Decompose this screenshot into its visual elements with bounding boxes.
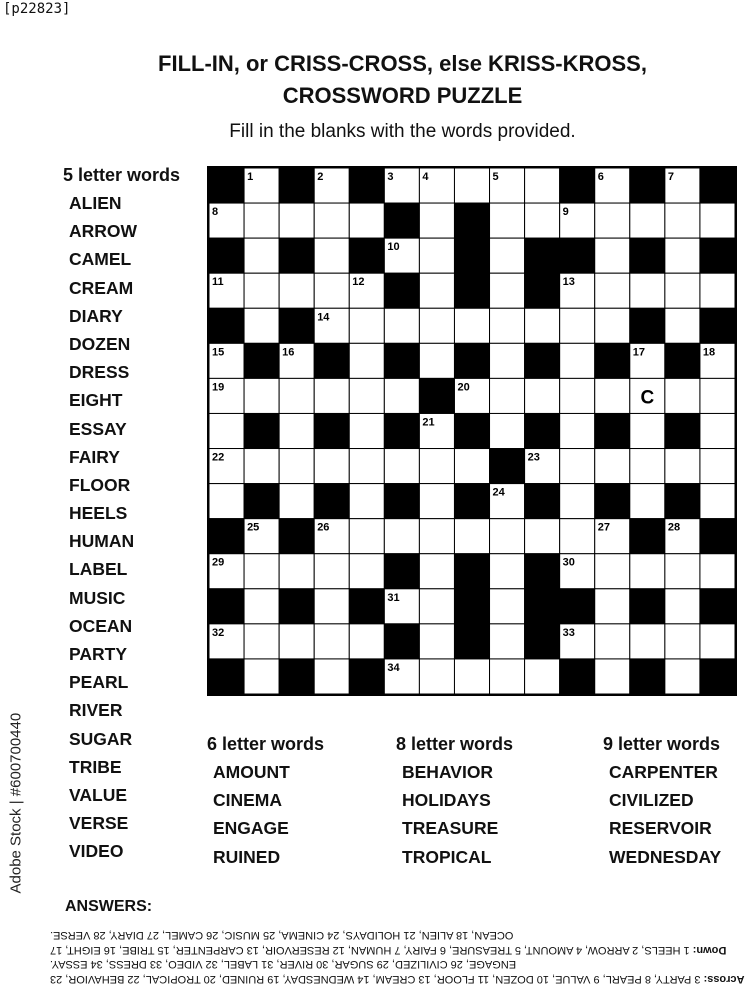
grid-cell-white[interactable] [314, 238, 349, 273]
grid-cell-white[interactable] [244, 624, 279, 659]
grid-cell-white[interactable] [279, 554, 314, 589]
grid-cell-white[interactable] [560, 413, 595, 448]
title-line-1: FILL-IN, or CRISS-CROSS, else KRISS-KROSS, [158, 51, 647, 76]
grid-cell-white[interactable] [665, 378, 700, 413]
grid-cell-black [630, 659, 665, 694]
grid-cell-white[interactable] [665, 308, 700, 343]
grid-cell-black [349, 589, 384, 624]
clue-number: 12 [352, 276, 365, 289]
grid-cell-white[interactable] [560, 484, 595, 519]
grid-cell-white[interactable] [595, 589, 630, 624]
grid-cell-white[interactable] [419, 484, 454, 519]
clue-number: 1 [247, 171, 254, 183]
grid-cell-black [595, 484, 630, 519]
clue-number: 22 [212, 451, 225, 464]
grid-cell-white[interactable] [560, 519, 595, 554]
grid-cell-white[interactable] [665, 589, 700, 624]
word-item: BEHAVIOR [402, 762, 494, 782]
grid-cell-black [279, 589, 314, 624]
grid-cell-white[interactable] [349, 343, 384, 378]
grid-cell-black [314, 413, 349, 448]
grid-cell-white[interactable] [244, 589, 279, 624]
clue-number: 18 [702, 346, 716, 359]
grid-cell-black [560, 659, 595, 694]
grid-cell-black [209, 519, 244, 554]
stock-watermark-text: Adobe Stock | #600700440 [7, 712, 25, 894]
clue-number: 20 [457, 381, 470, 394]
grid-cell-white[interactable] [314, 624, 349, 659]
grid-cell-white[interactable] [314, 554, 349, 589]
word-item: ALIEN [69, 193, 122, 213]
grid-cell-white[interactable] [244, 659, 279, 694]
stock-id: [p22823] [3, 1, 71, 17]
word-item: TROPICAL [402, 846, 492, 867]
clue-number: 15 [212, 346, 225, 359]
six-letter-word-list [207, 730, 324, 871]
grid-cell-black [454, 273, 489, 308]
grid-cell-white[interactable] [595, 554, 630, 589]
word-item: MUSIC [69, 587, 126, 608]
grid-cell-black [525, 238, 560, 273]
grid-cell-white[interactable] [700, 484, 735, 519]
clue-number: 26 [317, 521, 330, 534]
word-item: LABEL [69, 559, 128, 580]
grid-cell-black [209, 659, 244, 694]
clue-number: 3 [387, 171, 394, 183]
grid-cell-white[interactable] [700, 624, 735, 659]
grid-cell-black [454, 484, 489, 519]
grid-cell-white[interactable] [700, 413, 735, 448]
grid-cell-white[interactable] [665, 449, 700, 484]
grid-cell-white[interactable] [525, 659, 560, 694]
grid-cell-white[interactable] [700, 449, 735, 484]
clue-number: 19 [212, 381, 225, 394]
word-item: RESERVOIR [609, 818, 712, 839]
grid-cell-white[interactable] [349, 413, 384, 448]
crossword-grid[interactable] [207, 166, 737, 696]
grid-cell-black [279, 519, 314, 554]
clue-number: 23 [527, 451, 540, 464]
grid-cell-black [630, 519, 665, 554]
grid-cell-white[interactable] [349, 378, 384, 413]
grid-cell-black [630, 589, 665, 624]
grid-cell-white[interactable] [419, 449, 454, 484]
word-item: TREASURE [402, 818, 499, 839]
crossword-grid-svg[interactable] [209, 168, 735, 694]
grid-cell-white[interactable] [279, 378, 314, 413]
grid-cell-black [700, 519, 735, 554]
grid-cell-black [700, 589, 735, 624]
stock-watermark-vertical [6, 712, 25, 905]
grid-cell-white[interactable] [349, 624, 384, 659]
word-item: HOLIDAYS [402, 790, 491, 811]
clue-number: 31 [387, 591, 400, 604]
answers-across [50, 957, 750, 986]
word-item: VIDEO [69, 841, 124, 862]
answers-label: ANSWERS: [65, 898, 153, 915]
grid-cell-black [349, 238, 384, 273]
grid-cell-black [525, 589, 560, 624]
list-header: 9 letter words [603, 734, 721, 754]
clue-number: 2 [317, 171, 324, 183]
grid-cell-white[interactable] [244, 273, 279, 308]
grid-cell-black [279, 659, 314, 694]
grid-cell-white[interactable] [279, 203, 314, 238]
word-item: DRESS [69, 362, 130, 383]
word-item: CARPENTER [609, 762, 718, 782]
word-item: CINEMA [213, 790, 283, 811]
grid-cell-white[interactable] [349, 308, 384, 343]
grid-cell-black [244, 343, 279, 378]
list-header: 6 letter words [207, 734, 325, 754]
grid-cell-white[interactable] [349, 554, 384, 589]
grid-cell-white[interactable] [419, 659, 454, 694]
grid-cell-black [279, 238, 314, 273]
grid-cell-white[interactable] [700, 378, 735, 413]
word-item: CIVILIZED [609, 790, 694, 811]
grid-cell-white[interactable] [525, 308, 560, 343]
grid-cell-black [630, 168, 665, 203]
grid-cell-black [454, 589, 489, 624]
grid-cell-white[interactable] [630, 449, 665, 484]
grid-cell-black [454, 624, 489, 659]
grid-cell-white[interactable] [314, 273, 349, 308]
grid-cell-white[interactable] [490, 624, 525, 659]
grid-cell-white[interactable] [279, 624, 314, 659]
grid-cell-white[interactable] [419, 589, 454, 624]
grid-cell-black [525, 554, 560, 589]
clue-number: 17 [632, 346, 646, 359]
eight-letter-word-list [396, 730, 513, 871]
grid-cell-white[interactable] [560, 449, 595, 484]
grid-cell-white[interactable] [525, 203, 560, 238]
word-item: CREAM [69, 277, 134, 298]
grid-cell-black [560, 238, 595, 273]
grid-cell-black [665, 484, 700, 519]
subtitle: Fill in the blanks with the words provided. [229, 121, 576, 142]
clue-number: 13 [562, 276, 575, 289]
grid-cell-black [349, 168, 384, 203]
grid-cell-white[interactable] [595, 308, 630, 343]
grid-cell-black [525, 273, 560, 308]
grid-cell-white[interactable] [595, 203, 630, 238]
clue-number: 33 [562, 626, 575, 639]
grid-cell-white[interactable] [665, 203, 700, 238]
grid-cell-black [700, 168, 735, 203]
word-item: DIARY [69, 305, 123, 326]
grid-cell-white[interactable] [525, 378, 560, 413]
grid-cell-white[interactable] [454, 659, 489, 694]
grid-cell-black [700, 659, 735, 694]
grid-cell-black [314, 343, 349, 378]
grid-cell-black [595, 413, 630, 448]
grid-cell-black [384, 343, 419, 378]
grid-cell-white[interactable] [384, 449, 419, 484]
grid-cell-black [525, 413, 560, 448]
grid-cell-black [314, 484, 349, 519]
word-item: VERSE [69, 813, 129, 834]
clue-number: 5 [492, 171, 499, 183]
grid-cell-black [665, 343, 700, 378]
grid-cell-white[interactable] [314, 449, 349, 484]
grid-cell-white[interactable] [244, 449, 279, 484]
grid-cell-black [244, 484, 279, 519]
word-item: ENGAGE [213, 818, 289, 839]
grid-cell-white[interactable] [665, 238, 700, 273]
grid-cell-white[interactable] [630, 413, 665, 448]
grid-cell-white[interactable] [665, 659, 700, 694]
grid-cell-white[interactable] [595, 624, 630, 659]
grid-cell-white[interactable] [665, 273, 700, 308]
clue-number: 24 [492, 486, 505, 499]
grid-cell-white[interactable] [490, 413, 525, 448]
grid-cell-black [209, 589, 244, 624]
five-letter-word-list [63, 161, 180, 866]
grid-cell-black [454, 343, 489, 378]
grid-cell-black [630, 308, 665, 343]
grid-cell-black [630, 238, 665, 273]
grid-cell-white[interactable] [314, 378, 349, 413]
grid-cell-white[interactable] [454, 519, 489, 554]
grid-cell-black [525, 624, 560, 659]
clue-number: 14 [317, 311, 330, 324]
grid-cell-white[interactable] [490, 378, 525, 413]
answers-down-text: 1 HEELS, 2 ARROW, 4 AMOUNT, 5 TREASURE, 6 FAIRY, 7 HUMAN, 12 RESERVOIR, 13 CARPENTER, 15 TRIBE, 16 EIGHT, 17 OCEAN, 18 ALIEN, 21 HOLIDAYS, 24 CINEMA, 25 MUSIC, 26 CAMEL, 27 DIARY, 28 VERSE. [50, 929, 690, 956]
word-item: HUMAN [69, 531, 135, 552]
grid-cell-white[interactable] [349, 519, 384, 554]
answers-across-text: 3 PARTY, 8 PEARL, 9 VALUE, 10 DOZEN, 11 FLOOR, 13 CREAM, 14 WEDNESDAY, 19 RUINED, 20 TROPICAL, 22 BEHAVIOR, 23 ENGAGE, 26 CIVILIZED, 29 SUGAR, 30 RIVER, 31 LABEL, 32 VIDEO, 33 DRESS, 34 ESSAY. [50, 958, 701, 985]
grid-cell-white[interactable] [490, 589, 525, 624]
grid-cell-white[interactable] [560, 378, 595, 413]
title-line-2: CROSSWORD PUZZLE [282, 83, 523, 108]
word-item: ESSAY [69, 418, 127, 439]
clue-number: 11 [212, 276, 224, 289]
grid-cell-white[interactable] [279, 273, 314, 308]
clue-number: 28 [667, 521, 681, 534]
grid-cell-white[interactable] [244, 554, 279, 589]
grid-cell-black [384, 554, 419, 589]
grid-cell-white[interactable] [490, 659, 525, 694]
grid-cell-white[interactable] [525, 168, 560, 203]
grid-cell-white[interactable] [454, 168, 489, 203]
word-item: PARTY [69, 644, 128, 664]
word-item: AMOUNT [213, 762, 290, 782]
clue-number: 4 [422, 171, 429, 183]
clue-number: 34 [387, 661, 400, 674]
word-item: PEARL [69, 672, 129, 693]
grid-cell-white[interactable] [419, 554, 454, 589]
grid-cell-black [700, 308, 735, 343]
grid-cell-white[interactable] [244, 308, 279, 343]
grid-cell-black [384, 624, 419, 659]
grid-cell-white[interactable] [490, 519, 525, 554]
list-header: 8 letter words [396, 734, 514, 754]
grid-cell-black [384, 484, 419, 519]
word-item: HEELS [69, 503, 128, 524]
nine-letter-word-list [603, 730, 721, 871]
grid-cell-white[interactable] [630, 203, 665, 238]
clue-number: 16 [282, 346, 295, 359]
grid-cell-black [454, 554, 489, 589]
grid-cell-white[interactable] [595, 449, 630, 484]
word-item: OCEAN [69, 615, 133, 636]
grid-cell-white[interactable] [560, 343, 595, 378]
grid-cell-black [595, 343, 630, 378]
grid-cell-white[interactable] [595, 238, 630, 273]
grid-cell-white[interactable] [630, 624, 665, 659]
grid-cell-black [279, 308, 314, 343]
grid-cell-white[interactable] [419, 624, 454, 659]
grid-cell-black [384, 273, 419, 308]
grid-cell-white[interactable] [454, 308, 489, 343]
grid-cell-black [209, 168, 244, 203]
grid-cell-black [384, 413, 419, 448]
clue-number: 27 [597, 521, 610, 534]
clue-number: 9 [562, 206, 569, 219]
grid-cell-white[interactable] [314, 659, 349, 694]
clue-number: 21 [422, 416, 435, 429]
grid-cell-white[interactable] [314, 589, 349, 624]
given-letter: C [640, 387, 655, 409]
clue-number: 25 [247, 521, 260, 534]
grid-cell-white[interactable] [700, 203, 735, 238]
grid-cell-black [454, 413, 489, 448]
grid-cell-white[interactable] [349, 484, 384, 519]
word-item: VALUE [69, 784, 128, 805]
grid-cell-white[interactable] [700, 273, 735, 308]
word-item: RUINED [213, 846, 281, 867]
grid-cell-black [349, 659, 384, 694]
grid-cell-black [525, 484, 560, 519]
grid-cell-white[interactable] [419, 273, 454, 308]
grid-cell-black [454, 238, 489, 273]
word-item: WEDNESDAY [609, 846, 722, 867]
grid-cell-white[interactable] [244, 203, 279, 238]
word-item: DOZEN [69, 333, 131, 354]
clue-number: 8 [212, 206, 219, 219]
grid-cell-black [525, 343, 560, 378]
grid-cell-white[interactable] [595, 659, 630, 694]
clue-number: 6 [597, 171, 604, 183]
grid-cell-white[interactable] [490, 308, 525, 343]
grid-cell-black [560, 168, 595, 203]
grid-cell-white[interactable] [630, 273, 665, 308]
grid-cell-white[interactable] [630, 484, 665, 519]
word-item: RIVER [69, 700, 123, 721]
clue-number: 30 [562, 556, 575, 569]
grid-cell-white[interactable] [279, 413, 314, 448]
grid-cell-black [244, 413, 279, 448]
grid-cell-black [419, 378, 454, 413]
word-item: FLOOR [69, 474, 131, 495]
grid-cell-black [384, 203, 419, 238]
grid-cell-white[interactable] [700, 554, 735, 589]
grid-cell-white[interactable] [314, 203, 349, 238]
grid-cell-white[interactable] [419, 308, 454, 343]
grid-cell-black [560, 589, 595, 624]
page-title [0, 48, 753, 112]
grid-cell-white[interactable] [595, 378, 630, 413]
list-header: 5 letter words [63, 165, 181, 185]
grid-cell-black [209, 238, 244, 273]
grid-cell-black [454, 203, 489, 238]
grid-cell-white[interactable] [384, 519, 419, 554]
answers-across-label: Across: [703, 973, 745, 985]
grid-cell-white[interactable] [665, 624, 700, 659]
grid-cell-white[interactable] [419, 519, 454, 554]
clue-number: 29 [212, 556, 225, 569]
grid-cell-white[interactable] [349, 449, 384, 484]
grid-cell-white[interactable] [490, 343, 525, 378]
answers-down-label: Down: [692, 944, 727, 956]
grid-cell-white[interactable] [209, 413, 244, 448]
grid-cell-white[interactable] [244, 238, 279, 273]
grid-cell-black [700, 238, 735, 273]
grid-cell-white[interactable] [525, 519, 560, 554]
grid-cell-white[interactable] [454, 449, 489, 484]
grid-cell-white[interactable] [384, 378, 419, 413]
grid-cell-white[interactable] [560, 308, 595, 343]
grid-cell-white[interactable] [419, 343, 454, 378]
grid-cell-black [665, 413, 700, 448]
word-item: SUGAR [69, 728, 133, 749]
word-item: CAMEL [69, 249, 132, 270]
grid-cell-white[interactable] [490, 554, 525, 589]
grid-cell-white[interactable] [490, 273, 525, 308]
clue-number: 7 [667, 171, 674, 183]
grid-cell-white[interactable] [419, 203, 454, 238]
grid-cell-white[interactable] [384, 308, 419, 343]
clue-number: 10 [387, 241, 400, 254]
clue-number: 32 [212, 626, 225, 639]
grid-cell-white[interactable] [349, 203, 384, 238]
grid-cell-white[interactable] [490, 238, 525, 273]
grid-cell-white[interactable] [279, 449, 314, 484]
word-item: EIGHT [69, 390, 123, 411]
grid-cell-white[interactable] [665, 554, 700, 589]
grid-cell-white[interactable] [595, 273, 630, 308]
grid-cell-white[interactable] [490, 203, 525, 238]
grid-cell-black [279, 168, 314, 203]
grid-cell-white[interactable] [209, 484, 244, 519]
grid-cell-white[interactable] [630, 554, 665, 589]
answers-upside-down [50, 928, 750, 986]
answers-down [50, 928, 750, 957]
word-item: TRIBE [69, 756, 122, 777]
grid-cell-white[interactable] [279, 484, 314, 519]
grid-cell-black [209, 308, 244, 343]
grid-cell-white[interactable] [244, 378, 279, 413]
word-item: FAIRY [69, 446, 120, 467]
grid-cell-black [490, 449, 525, 484]
grid-cell-white[interactable] [419, 238, 454, 273]
word-item: ARROW [69, 221, 138, 242]
